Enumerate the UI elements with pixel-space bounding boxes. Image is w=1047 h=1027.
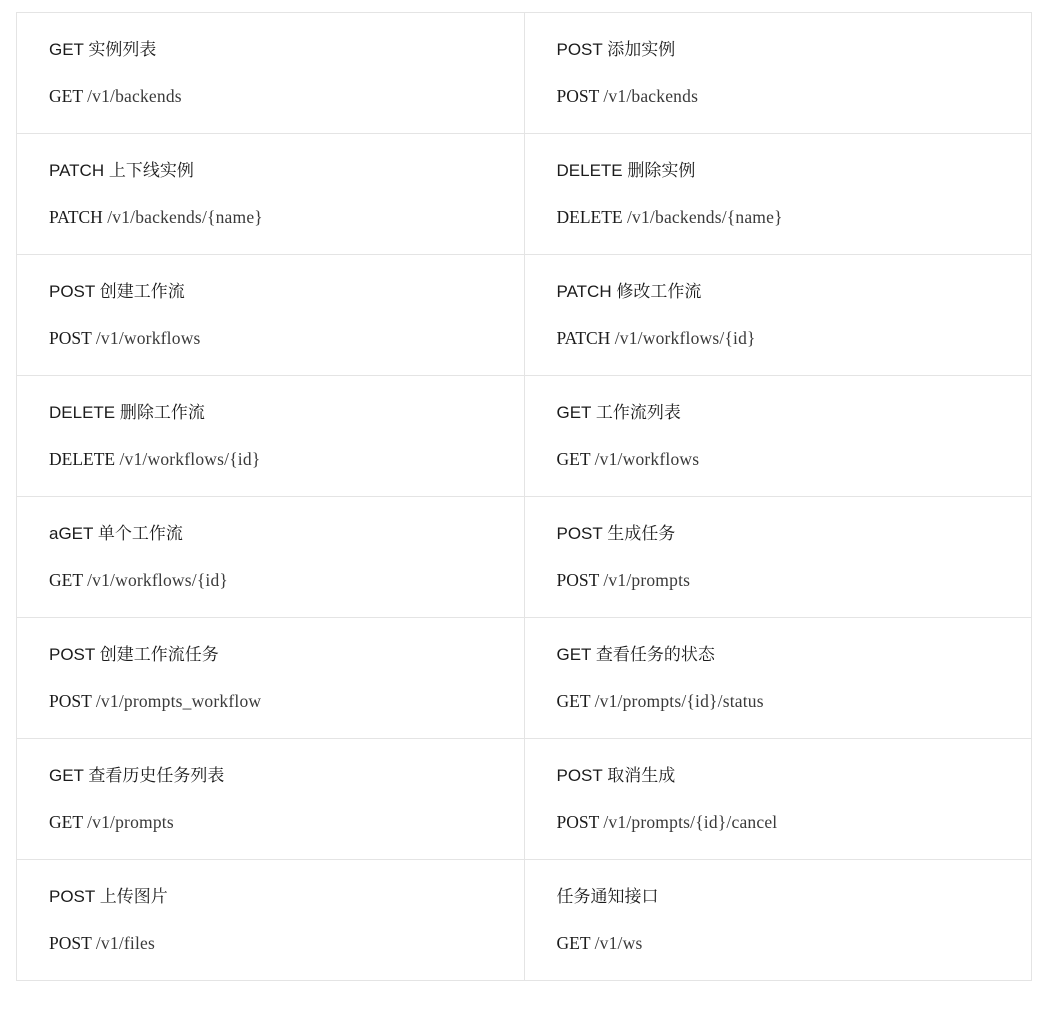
table-cell-endpoint <box>17 13 525 134</box>
endpoint-path-line <box>557 85 1032 107</box>
http-verb: POST <box>49 328 92 348</box>
endpoint-path: /v1/backends/{name} <box>107 207 263 227</box>
table-cell-endpoint <box>524 739 1032 860</box>
table-cell-endpoint <box>524 134 1032 255</box>
http-verb: POST <box>49 691 92 711</box>
table-row <box>17 376 1032 497</box>
endpoint-path-line <box>557 327 1032 349</box>
endpoint-path-line <box>49 448 524 470</box>
endpoint-path: /v1/backends <box>87 86 182 106</box>
http-verb: POST <box>556 570 599 590</box>
http-verb: GET <box>556 691 591 711</box>
endpoint-title: PATCH 修改工作流 <box>556 282 702 301</box>
http-verb: GET <box>49 812 83 832</box>
endpoint-path-line <box>49 932 524 954</box>
endpoint-title: POST 创建工作流任务 <box>49 645 219 664</box>
http-verb: POST <box>556 812 599 832</box>
table-row <box>17 497 1032 618</box>
endpoint-path-line <box>557 811 1032 833</box>
endpoint-path: /v1/prompts <box>603 570 691 590</box>
endpoint-title: POST 创建工作流 <box>49 282 185 301</box>
table-row <box>17 13 1032 134</box>
endpoint-path: /v1/workflows/{id} <box>87 570 229 590</box>
http-verb: PATCH <box>556 328 611 348</box>
endpoint-path: /v1/backends <box>603 86 699 106</box>
endpoint-title: DELETE 删除实例 <box>556 161 696 180</box>
http-verb: GET <box>556 933 591 953</box>
endpoint-path: /v1/prompts/{id}/cancel <box>603 812 778 832</box>
http-verb: DELETE <box>556 207 623 227</box>
table-cell-endpoint <box>17 860 525 981</box>
endpoint-title: DELETE 删除工作流 <box>49 403 205 422</box>
table-cell-endpoint <box>524 255 1032 376</box>
table-cell-endpoint <box>17 739 525 860</box>
endpoint-path: /v1/workflows <box>594 449 700 469</box>
endpoint-title: POST 添加实例 <box>556 40 676 59</box>
endpoint-path: /v1/backends/{name} <box>626 207 783 227</box>
endpoint-path-line <box>49 85 524 107</box>
table-row <box>17 618 1032 739</box>
table-cell-endpoint <box>524 497 1032 618</box>
table-cell-endpoint <box>17 255 525 376</box>
endpoint-path-line <box>49 690 524 712</box>
endpoint-path: /v1/workflows/{id} <box>614 328 756 348</box>
endpoint-title: POST 生成任务 <box>556 524 676 543</box>
endpoint-path-line <box>557 448 1032 470</box>
http-verb: POST <box>556 86 599 106</box>
endpoint-title: GET 查看任务的状态 <box>556 645 715 664</box>
endpoint-title: aGET 单个工作流 <box>49 524 183 543</box>
table-cell-endpoint <box>524 860 1032 981</box>
endpoint-title: GET 工作流列表 <box>556 403 681 422</box>
endpoint-path: /v1/prompts/{id}/status <box>594 691 764 711</box>
endpoint-path-line <box>557 932 1032 954</box>
endpoint-path-line <box>557 690 1032 712</box>
table-cell-endpoint <box>524 376 1032 497</box>
endpoint-title: GET 查看历史任务列表 <box>49 766 225 785</box>
endpoint-title: 任务通知接口 <box>556 887 659 906</box>
table-cell-endpoint <box>524 13 1032 134</box>
api-endpoint-table <box>16 12 1032 981</box>
endpoint-path-line <box>49 569 524 591</box>
table-row <box>17 255 1032 376</box>
endpoint-path-line <box>49 327 524 349</box>
http-verb: GET <box>556 449 591 469</box>
http-verb: POST <box>49 933 92 953</box>
endpoint-path-line <box>557 206 1032 228</box>
endpoint-path: /v1/files <box>95 933 156 953</box>
table-cell-endpoint <box>17 134 525 255</box>
endpoint-path: /v1/workflows/{id} <box>119 449 261 469</box>
table-cell-endpoint <box>17 376 525 497</box>
endpoint-title: PATCH 上下线实例 <box>49 161 194 180</box>
http-verb: GET <box>49 570 83 590</box>
http-verb: GET <box>49 86 83 106</box>
endpoint-title: POST 取消生成 <box>556 766 676 785</box>
table-cell-endpoint <box>524 618 1032 739</box>
endpoint-title: GET 实例列表 <box>49 40 157 59</box>
endpoint-path: /v1/ws <box>594 933 643 953</box>
table-cell-endpoint <box>17 497 525 618</box>
http-verb: PATCH <box>49 207 103 227</box>
endpoint-path-line <box>557 569 1032 591</box>
endpoint-path: /v1/workflows <box>95 328 201 348</box>
api-table-body <box>17 13 1032 981</box>
endpoint-title: POST 上传图片 <box>49 887 168 906</box>
http-verb: DELETE <box>49 449 116 469</box>
endpoint-path: /v1/prompts_workflow <box>95 691 262 711</box>
endpoint-path-line <box>49 811 524 833</box>
table-cell-endpoint <box>17 618 525 739</box>
table-row <box>17 134 1032 255</box>
table-row <box>17 739 1032 860</box>
endpoint-path-line <box>49 206 524 228</box>
endpoint-path: /v1/prompts <box>87 812 174 832</box>
table-row <box>17 860 1032 981</box>
